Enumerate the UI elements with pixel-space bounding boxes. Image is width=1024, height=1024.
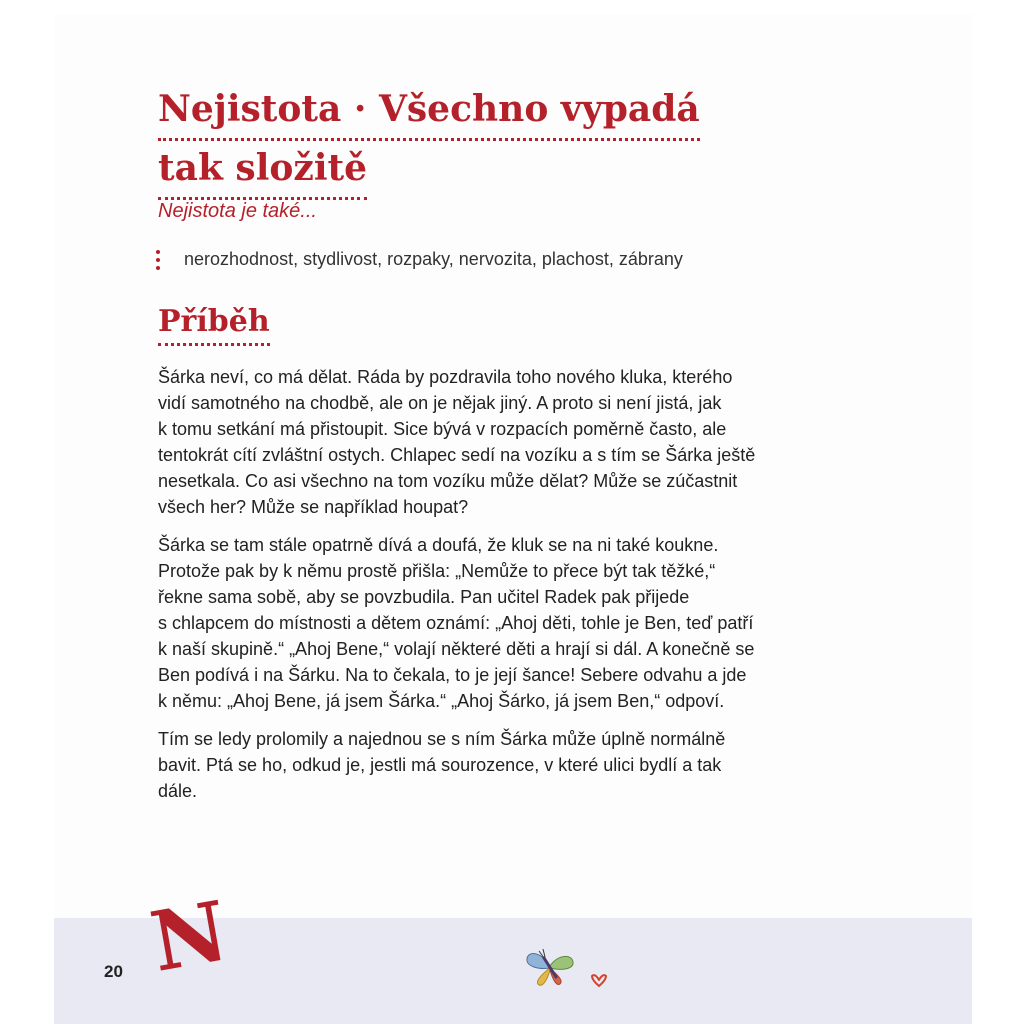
text-line: k němu: „Ahoj Bene, já jsem Šárka.“ „Ahoj Šárko, já jsem Ben,“ odpoví. bbox=[158, 691, 725, 711]
synonym-list bbox=[156, 249, 683, 270]
story-paragraph-2 bbox=[158, 532, 848, 714]
page-title-line-1: Nejistota · Všechno vypadá bbox=[158, 82, 700, 141]
page-title-line-2: tak složitě bbox=[158, 141, 367, 200]
text-line: dále. bbox=[158, 781, 198, 801]
text-line: nesetkala. Co asi všechno na tom vozíku může dělat? Může se zúčastnit bbox=[158, 471, 738, 491]
subtitle: Nejistota je také... bbox=[158, 200, 317, 222]
text-line: k naší skupině.“ „Ahoj Bene,“ volají některé děti a hrají si dál. A konečně se bbox=[158, 639, 755, 659]
text-line: bavit. Ptá se ho, odkud je, jestli má sourozence, v které ulici bydlí a tak bbox=[158, 755, 722, 775]
text-line: tentokrát cítí zvláštní ostych. Chlapec sedí na vozíku a s tím se Šárka ještě bbox=[158, 445, 756, 465]
text-line: Ben podívá i na Šárku. Na to čekala, to je její šance! Sebere odvahu a jde bbox=[158, 665, 747, 685]
story-body bbox=[158, 364, 848, 816]
page-title bbox=[158, 82, 700, 200]
heart-icon bbox=[590, 972, 608, 988]
letter-logo: N bbox=[144, 883, 235, 991]
text-line: vidí samotného na chodbě, ale on je nějak jiný. A proto si není jistá, jak bbox=[158, 393, 722, 413]
page-number: 20 bbox=[104, 962, 123, 981]
text-line: k tomu setkání má přistoupit. Sice bývá v rozpacích poměrně často, ale bbox=[158, 419, 727, 439]
story-heading bbox=[158, 302, 270, 346]
story-paragraph-3 bbox=[158, 726, 848, 804]
synonym-text: nerozhodnost, stydlivost, rozpaky, nervozita, plachost, zábrany bbox=[184, 249, 683, 269]
text-line: s chlapcem do místnosti a dětem oznámí: „Ahoj děti, tohle je Ben, teď patří bbox=[158, 613, 754, 633]
text-line: Protože pak by k němu prostě přišla: „Nemůže to přece být tak těžké,“ bbox=[158, 561, 716, 581]
text-line: Tím se ledy prolomily a najednou se s ním Šárka může úplně normálně bbox=[158, 729, 726, 749]
story-heading-label: Příběh bbox=[158, 302, 270, 346]
text-line: Šárka neví, co má dělat. Ráda by pozdravila toho nového kluka, kterého bbox=[158, 367, 733, 387]
butterfly-icon bbox=[524, 944, 576, 990]
story-paragraph-1 bbox=[158, 364, 848, 520]
text-line: Šárka se tam stále opatrně dívá a doufá, že kluk se na ni také koukne. bbox=[158, 535, 719, 555]
vertical-dots-icon bbox=[156, 250, 160, 270]
text-line: všech her? Může se například houpat? bbox=[158, 497, 469, 517]
text-line: řekne sama sobě, aby se povzbudila. Pan učitel Radek pak přijede bbox=[158, 587, 690, 607]
